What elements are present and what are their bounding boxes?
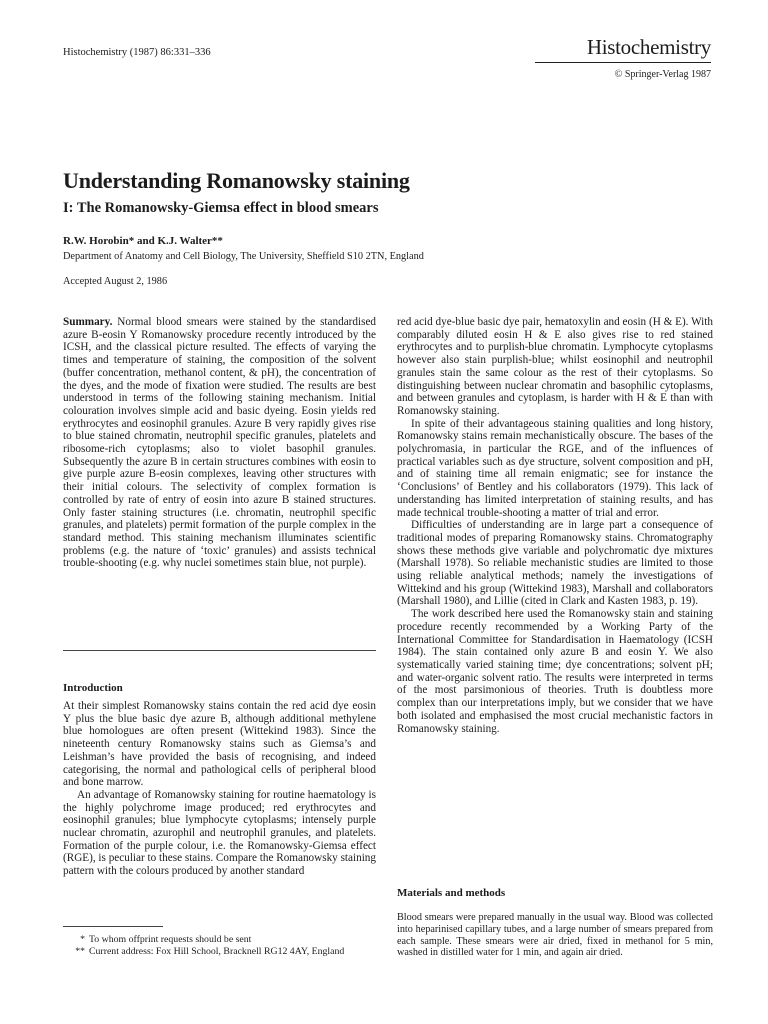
author-affiliation: Department of Anatomy and Cell Biology, The University, Sheffield S10 2TN, England [63, 251, 424, 262]
article-authors: R.W. Horobin* and K.J. Walter** [63, 235, 223, 247]
footnotes [63, 934, 376, 958]
journal-name: Histochemistry [586, 35, 711, 59]
footnote [63, 934, 376, 946]
publisher-copyright: © Springer-Verlag 1987 [614, 69, 711, 80]
intro-paragraph: At their simplest Romanowsky stains contain the red acid dye eosin Y plus the blue basic dye azure B, although additional methylene blue homologues are often present (Wittekind 1983). Since the nineteenth century Romanowsky stains such as Giemsa’s and Leishman’s have provided the basis of recognising, and indeed categorising, the normal and pathological cells of peripheral blood and bone marrow. [63, 700, 376, 789]
summary-section [63, 316, 376, 570]
footnote-mark: ** [75, 946, 85, 957]
right-column-body [397, 316, 713, 735]
methods-text: Blood smears were prepared manually in the usual way. Blood was collected into heparinised capillary tubes, and a large number of smears prepared from each sample. These smears were air dried, fixed in methanol for 5 min, washed in distilled water for 1 min, and again air dried. [397, 912, 713, 959]
footnote-mark: * [80, 934, 85, 945]
summary-text: Normal blood smears were stained by the standardised azure B-eosin Y Romanowsky procedure recently introduced by the ICSH, and the classical picture resulted. The effects of varying the times and temperature of staining, the composition of the solvent (buffer concentration, methanol content, & pH), the concentration of the dyes, and the mode of fixation were studied. The results are best understood in terms of the following staining mechanism. Initial colouration involves simple acid and basic dyeing. Eosin yields red erythrocytes and eosinophil granules. Azure B very rapidly gives rise to blue stained chromatin, neutrophil specific granules, platelets and ribosome-rich cytoplasms; also to violet basophil granules. Subsequently the azure B in certain structures combines with eosin to give purple azure B-eosin complexes, leaving other structures with their initial colours. The selectivity of complex formation is controlled by rate of entry of eosin into azure B stained structures. Only faster staining structures (i.e. chromatin, neutrophil specific granules, and platelets) permit formation of the purple complex in the standard method. This staining mechanism illuminates scientific problems (e.g. the nature of ‘toxic’ granules) and assists technical trouble-shooting (e.g. why nuclei sometimes stain blue, not purple). [63, 316, 377, 570]
body-paragraph: Difficulties of understanding are in large part a consequence of traditional modes of preparing Romanowsky stains. Chromatography shows these methods give variable and polychromatic dye mixtures (Marshall 1978). So reliable mechanistic studies are limited to those using reliable analytical methods; namely the investigations of Wittekind and his group (Wittekind 1983), Marshall and collaborators (Marshall 1980), and Lillie (cited in Clark and Kasten 1983, p. 19). [397, 519, 713, 608]
introduction-body [63, 700, 376, 878]
body-paragraph: red acid dye-blue basic dye pair, hematoxylin and eosin (H & E). With comparably diluted eosin H & E also gives rise to red stained erythrocytes and to purplish-blue chromatin. Lymphocyte cytoplasms however also stain purplish-blue; whilst eosinophil and neutrophil granules stain the same colour as the rest of their cytoplasms. So distinguishing between nuclear chromatin and basophilic cytoplasms, and between granules and cytoplasm, is harder with H & E than with Romanowsky staining. [397, 316, 713, 417]
body-paragraph: In spite of their advantageous staining qualities and long history, Romanowsky stains remain mechanistically obscure. The bases of the polychromasia, in particular the RGE, and of the influences of practical variables such as dye structure, solvent composition and pH, and of staining time all remain enigmatic; see for instance the ‘Conclusions’ of Bentley and his collaborators (1979). This lack of understanding has limited interpretation of staining results, and has made technical trouble-shooting a matter of trial and error. [397, 417, 713, 519]
journal-rule [535, 62, 711, 63]
accepted-date: Accepted August 2, 1986 [63, 276, 168, 287]
summary-label: Summary. [63, 316, 113, 328]
methods-heading: Materials and methods [397, 887, 506, 899]
introduction-heading: Introduction [63, 682, 123, 694]
footnote [63, 946, 376, 958]
body-paragraph: The work described here used the Romanowsky stain and staining procedure recently recommended by a Working Party of the International Committee for Standardisation in Haematology (ICSH 1984). The stain contained only azure B and eosin Y. We also systematically varied staining time; dye concentrations; solvent pH; and water-organic solvent ratio. The results were interpreted in terms of the most parsimonious of theories. Truth is doubtless more complex than our interpretations imply, but we consider that we have both isolated and emphasised the most crucial mechanistic factors in Romanowsky staining. [397, 608, 713, 735]
footnote-text: To whom offprint requests should be sent [89, 934, 252, 945]
footnote-text: Current address: Fox Hill School, Bracknell RG12 4AY, England [89, 946, 345, 957]
article-title: Understanding Romanowsky staining [63, 168, 410, 193]
summary-divider [63, 650, 376, 651]
journal-citation: Histochemistry (1987) 86:331–336 [63, 47, 211, 58]
footnote-rule [63, 926, 163, 927]
intro-paragraph: An advantage of Romanowsky staining for routine haematology is the highly polychrome image produced; red erythrocytes and eosinophil granules; blue lymphocyte cytoplasms; intensely purple nuclear chromatin, azurophil and neutrophil granules, and platelets. Formation of the purple colour, i.e. the Romanowsky-Giemsa effect (RGE), is peculiar to these stains. Compare the Romanowsky staining pattern with the colours produced by another standard [63, 788, 376, 878]
article-subtitle: I: The Romanowsky-Giemsa effect in blood smears [63, 200, 379, 216]
